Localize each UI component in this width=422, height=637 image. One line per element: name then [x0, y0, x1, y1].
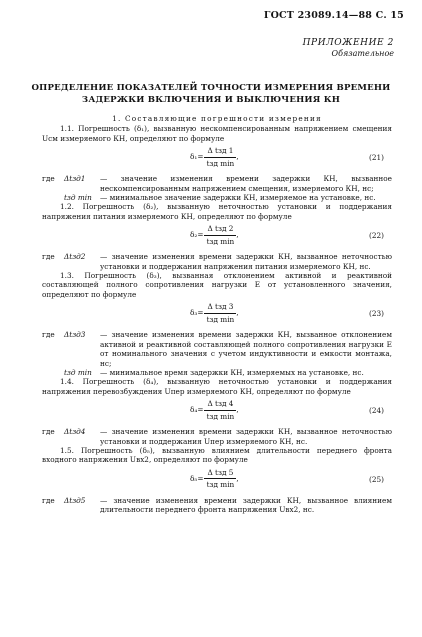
document-body [42, 114, 392, 515]
where-description: — значение изменения времени задержки КН, вызванное неточностью установки и поддержания напряжения питания измеряемого КН, нс. [100, 252, 392, 271]
formula-25-expression [190, 468, 239, 490]
formula-21-lhs: δ₁= [190, 152, 204, 162]
formula-25-numerator: Δ tзд 5 [204, 468, 236, 479]
formula-22-fraction [204, 224, 239, 246]
where-symbol: Δtзд2 [64, 252, 86, 262]
where-21-a [42, 174, 392, 193]
formula-22-tail: , [236, 230, 239, 240]
where-label: где [42, 495, 55, 505]
formula-21-fraction [204, 146, 239, 168]
formula-24-expression [190, 399, 239, 421]
formula-24-numerator: Δ tзд 4 [204, 399, 236, 410]
formula-22-denominator: tзд min [206, 236, 235, 246]
where-23-b [42, 368, 392, 377]
title-line-1: ОПРЕДЕЛЕНИЕ ПОКАЗАТЕЛЕЙ ТОЧНОСТИ ИЗМЕРЕНИЯ ВРЕМЕНИ [31, 83, 391, 93]
where-description: — значение изменения времени задержки КН, вызванное неточностью установки и поддержания Uпер измеряемого КН, нс. [100, 427, 392, 446]
formula-22-expression [190, 224, 239, 246]
where-23-a [42, 330, 392, 368]
where-symbol: Δtзд5 [64, 495, 86, 505]
formula-23-denominator: tзд min [206, 314, 235, 324]
section-heading: 1. Составляющие погрешности измерения [112, 114, 322, 123]
formula-24-lhs: δ₄= [190, 405, 204, 415]
formula-24-denominator: tзд min [206, 411, 235, 421]
formula-23-fraction [204, 302, 239, 324]
formula-25-number: (25) [369, 474, 384, 484]
where-label: где [42, 330, 55, 340]
formula-24 [42, 396, 392, 427]
where-symbol: Δtзд1 [64, 174, 86, 184]
where-symbol: tзд min [64, 193, 92, 203]
where-description: — минимальное значение задержки КН, измеряемое на установке, нс. [100, 193, 376, 203]
formula-22-lhs: δ₂= [190, 230, 204, 240]
formula-24-tail: , [236, 405, 239, 415]
paragraph-1-2: 1.2. Погрешность (δ₂), вызванную неточностью установки и поддержания напряжения питания измеряемого КН, определяют по формуле [42, 202, 392, 221]
formula-24-fraction [204, 399, 239, 421]
formula-23-numerator: Δ tзд 3 [204, 302, 236, 313]
paragraph-1-3: 1.3. Погрешность (δ₃), вызванная отклонением активной и реактивной составляющей полного сопротивления нагрузки E от установленного значения, определяют по формуле [42, 271, 392, 299]
formula-24-number: (24) [369, 406, 384, 416]
formula-21-numerator: Δ tзд 1 [204, 146, 236, 157]
where-description: — значение изменения времени задержки КН, вызванное влиянием длительности переднего фронта напряжения Uвх2, нс. [100, 495, 392, 515]
where-21-b [42, 193, 392, 202]
formula-22-numerator: Δ tзд 2 [204, 224, 236, 235]
title-line-2: ЗАДЕРЖКИ ВКЛЮЧЕНИЯ И ВЫКЛЮЧЕНИЯ КН [81, 95, 341, 105]
formula-25 [42, 465, 392, 496]
document-title [30, 82, 392, 106]
formula-22-number: (22) [369, 231, 384, 241]
where-description: — минимальное время задержки КН, измеряемых на установке, нс. [100, 367, 364, 377]
formula-23-tail: , [236, 308, 239, 318]
formula-23-number: (23) [369, 309, 384, 319]
where-24 [42, 427, 392, 446]
formula-25-denominator: tзд min [206, 480, 235, 490]
where-description: — значение изменения времени задержки КН, вызванное отклонением активной и реактивной составляющей полного сопротивления нагрузки E от номинального значения с учетом индуктивности и емкости монтажа, нс; [100, 330, 392, 368]
where-symbol: Δtзд4 [64, 427, 86, 437]
formula-22 [42, 221, 392, 252]
where-label: где [42, 174, 55, 184]
formula-21-denominator: tзд min [206, 158, 235, 168]
paragraph-1-5: 1.5. Погрешность (δ₅), вызванную влиянием длительности переднего фронта входного напряжения Uвх2, определяют по формуле [42, 445, 392, 465]
formula-21-expression [190, 146, 239, 168]
formula-25-lhs: δ₅= [190, 473, 204, 483]
formula-21-tail: , [236, 152, 239, 162]
formula-25-tail: , [236, 473, 239, 483]
formula-23-lhs: δ₃= [190, 308, 204, 318]
where-description: — значение изменения времени задержки КН, вызванное нескомпенсированным напряжением смещения, измеряемого КН, нс; [100, 174, 392, 193]
appendix-status: Обязательное [331, 49, 394, 58]
appendix-label [303, 38, 394, 58]
where-symbol: Δtзд3 [64, 330, 86, 340]
appendix-title: ПРИЛОЖЕНИЕ 2 [302, 38, 394, 48]
formula-21-number: (21) [369, 153, 384, 163]
where-22 [42, 252, 392, 271]
formula-23 [42, 299, 392, 330]
paragraph-1-4: 1.4. Погрешность (δ₄), вызванную неточностью установки и поддержания напряжения перевозбуждения Uпер измеряемого КН, определяют по формуле [42, 377, 392, 396]
where-25 [42, 496, 392, 515]
paragraph-1-1: 1.1. Погрешность (δ₁), вызванную нескомпенсированным напряжением смещения Uсм измеряемого КН, определяют по формуле [42, 124, 392, 143]
where-symbol: tзд min [64, 367, 92, 377]
formula-25-fraction [204, 467, 239, 490]
where-label: где [42, 252, 55, 262]
formula-21 [42, 143, 392, 174]
formula-23-expression [190, 302, 239, 324]
page-header: ГОСТ 23089.14—88 С. 15 [263, 10, 404, 21]
where-label: где [42, 427, 55, 437]
